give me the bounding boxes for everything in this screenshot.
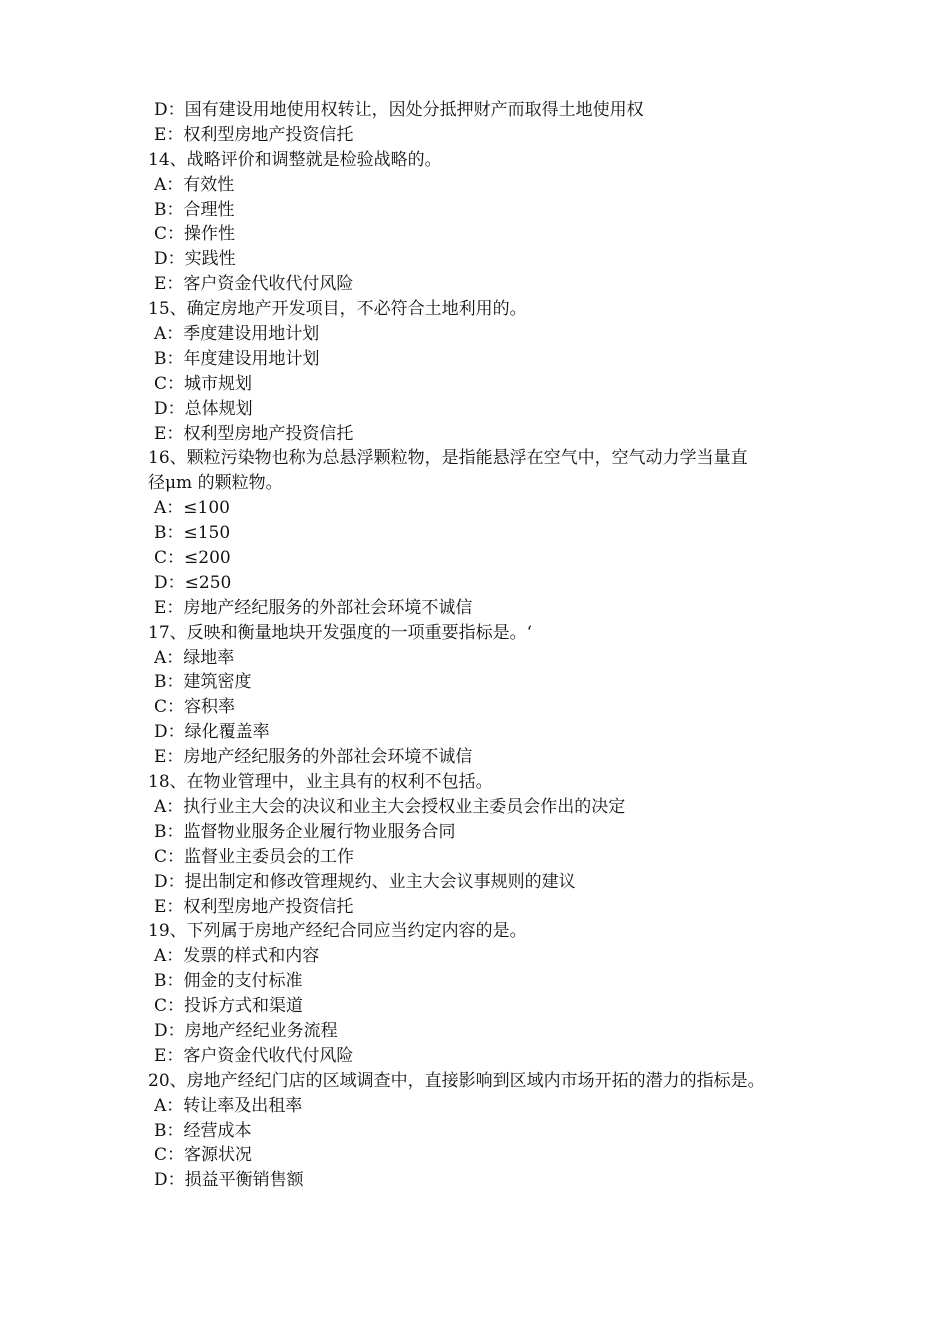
answer-option: C：容积率 — [154, 697, 236, 718]
answer-option: C：监督业主委员会的工作 — [154, 846, 355, 867]
answer-option: A：≤100 — [154, 498, 230, 519]
answer-option: E：客户资金代收代付风险 — [154, 274, 354, 295]
answer-option: B：佣金的支付标准 — [154, 971, 303, 992]
answer-option: A：季度建设用地计划 — [154, 324, 320, 345]
answer-option: D：提出制定和修改管理规约、业主大会议事规则的建议 — [154, 871, 576, 892]
answer-option: E：房地产经纪服务的外部社会环境不诚信 — [154, 597, 473, 618]
question-text: 19、下列属于房地产经纪合同应当约定内容的是。 — [148, 921, 527, 942]
answer-option: C：操作性 — [154, 224, 236, 245]
answer-option: A：发票的样式和内容 — [154, 946, 320, 967]
answer-option: A：有效性 — [154, 174, 235, 195]
answer-option: E：客户资金代收代付风险 — [154, 1045, 354, 1066]
answer-option: C：客源状况 — [154, 1145, 253, 1166]
answer-option: B：≤150 — [154, 523, 231, 544]
answer-option: B：经营成本 — [154, 1120, 252, 1141]
answer-option: C：投诉方式和渠道 — [154, 996, 304, 1017]
answer-option: C：≤200 — [154, 548, 231, 569]
answer-option: B：年度建设用地计划 — [154, 348, 320, 369]
question-text: 15、确定房地产开发项目，不必符合土地利用的。 — [148, 299, 527, 320]
answer-option: D：总体规划 — [154, 398, 253, 419]
answer-option: B：监督物业服务企业履行物业服务合同 — [154, 821, 456, 842]
question-text: 20、房地产经纪门店的区域调查中，直接影响到区域内市场开拓的潜力的指标是。 — [148, 1070, 765, 1091]
question-text: 16、颗粒污染物也称为总悬浮颗粒物，是指能悬浮在空气中，空气动力学当量直 — [148, 448, 748, 469]
answer-option: D：房地产经纪业务流程 — [154, 1020, 338, 1041]
answer-option: A：转让率及出租率 — [154, 1095, 303, 1116]
answer-option: D：绿化覆盖率 — [154, 722, 270, 743]
answer-option: E：权利型房地产投资信托 — [154, 124, 354, 145]
answer-option: D：损益平衡销售额 — [154, 1170, 304, 1191]
answer-option: D：实践性 — [154, 249, 236, 270]
question-text: 17、反映和衡量地块开发强度的一项重要指标是。‘ — [148, 622, 533, 643]
answer-option: B：建筑密度 — [154, 672, 252, 693]
answer-option: B：合理性 — [154, 199, 235, 220]
answer-option: D：国有建设用地使用权转让，因处分抵押财产而取得土地使用权 — [154, 100, 644, 120]
answer-option: A：绿地率 — [154, 647, 235, 668]
question-text: 18、在物业管理中，业主具有的权利不包括。 — [148, 772, 493, 793]
answer-option: C：城市规划 — [154, 373, 253, 394]
answer-option: D：≤250 — [154, 572, 232, 593]
question-list — [148, 98, 828, 1193]
question-text: 14、战略评价和调整就是检验战略的。 — [148, 149, 442, 170]
answer-option: E：房地产经纪服务的外部社会环境不诚信 — [154, 747, 473, 768]
answer-option: A：执行业主大会的决议和业主大会授权业主委员会作出的决定 — [154, 796, 626, 817]
question-text: 径μm 的颗粒物。 — [148, 473, 283, 494]
answer-option: E：权利型房地产投资信托 — [154, 896, 354, 917]
answer-option: E：权利型房地产投资信托 — [154, 423, 354, 444]
